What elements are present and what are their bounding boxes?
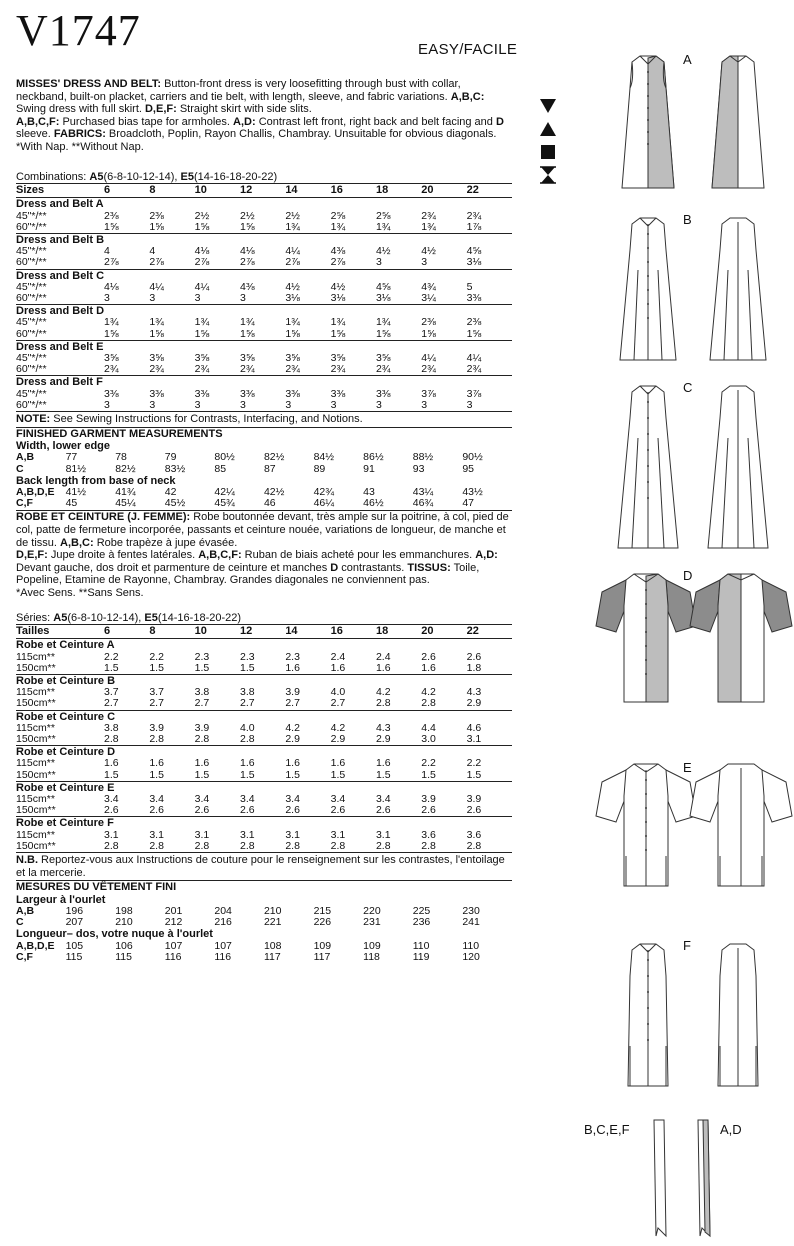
yardage-en-section-row: Dress and Belt E — [16, 340, 512, 353]
table-row: 115cm** 3.8 3.9 3.9 4.0 4.2 4.2 4.3 4.4 4.6 — [16, 721, 482, 734]
table-row: A,B 77 78 79 80½ 82½ 84½ 86½ 88½ 90½ — [16, 451, 483, 464]
square-icon — [538, 142, 558, 162]
yardage-table-french — [16, 624, 512, 852]
table-row: 45"*/** 4⅛ 4¼ 4¼ 4⅜ 4½ 4½ 4⅝ 4¾ 5 — [16, 280, 473, 293]
table-row: 150cm** 1.5 1.5 1.5 1.5 1.5 1.5 1.5 1.5 1.5 — [16, 768, 482, 781]
view-label-a: A — [683, 52, 692, 67]
table-row: 115cm** 1.6 1.6 1.6 1.6 1.6 1.6 1.6 2.2 2.2 — [16, 757, 482, 770]
table-row: 150cm** 2.6 2.6 2.6 2.6 2.6 2.6 2.6 2.6 2.6 — [16, 804, 482, 817]
finished-measurements-heading: FINISHED GARMENT MEASUREMENTS — [16, 427, 512, 441]
table-row: 60"*/** 1⅝ 1⅝ 1⅝ 1⅝ 1¾ 1¾ 1¾ 1¾ 1⅞ — [16, 220, 482, 233]
table-row: 150cm** 1.5 1.5 1.5 1.5 1.6 1.6 1.6 1.6 1.8 — [16, 661, 482, 674]
table-row: 115cm** 2.2 2.2 2.3 2.3 2.3 2.4 2.4 2.6 2.6 — [16, 650, 482, 663]
note-french: N.B. Reportez-vous aux Instructions de couture pour le renseignement sur les contrastes, l'entoilage et la mercerie. — [16, 852, 512, 880]
triangle-down-icon — [538, 96, 558, 116]
yardage-en-section-row: Dress and Belt A — [16, 198, 104, 211]
finished-en-subheading-row: Back length from base of neck — [16, 474, 176, 487]
description-french: ROBE ET CEINTURE (J. FEMME): Robe boutonnée devant, très ample sur la poitrine, à col, pied de col, patte de fermeture incorporée, passants et ceinture nouée, variations de longueur, de manche et de tissu. A,B,C: Robe trapèze à jupe évasée. D,E,F: Jupe droite à fentes latérales. A,B,C,F: Ruban de biais acheté pour les emmanchures. A,D: Devant gauche, dos droit et parmenture de ceinture et manches D contrastants. TISSUS: Toile, Popeline, Etamine de Rayonne, Chambray. Grandes diagonales ne conviennent pas. *Avec Sens. **Sans Sens. — [16, 510, 512, 599]
table-row: 60"*/** 2¾ 2¾ 2¾ 2¾ 2¾ 2¾ 2¾ 2¾ 2¾ — [16, 363, 482, 376]
table-row: C,F 45 45¼ 45½ 45¾ 46 46¼ 46½ 46¾ 47 — [16, 497, 475, 510]
instruction-panel — [16, 6, 518, 963]
table-row: 115cm** 3.1 3.1 3.1 3.1 3.1 3.1 3.1 3.6 3.6 — [16, 828, 482, 841]
table-row: C 207 210 212 216 221 226 231 236 241 — [16, 916, 480, 929]
yardage-fr-section-row: Robe et Ceinture A — [16, 639, 115, 652]
view-label-belt-ad: A,D — [720, 1122, 742, 1137]
pattern-code: V1747 — [16, 6, 141, 55]
note-english: NOTE: See Sewing Instructions for Contrasts, Interfacing, and Notions. — [16, 411, 512, 427]
table-row: 115cm** 3.4 3.4 3.4 3.4 3.4 3.4 3.4 3.9 3.9 — [16, 793, 482, 806]
yardage-fr-section-row: Robe et Ceinture C — [16, 710, 512, 723]
view-label-c: C — [683, 380, 693, 395]
finished-measurements-table-english — [16, 440, 512, 509]
table-row: A,B,D,E 41½ 41¾ 42 42¼ 42½ 42¾ 43 43¼ 43½ — [16, 486, 483, 499]
view-label-d: D — [683, 568, 693, 583]
view-label-f: F — [683, 938, 691, 953]
table-row: 45"*/** 2⅜ 2⅜ 2½ 2½ 2½ 2⅝ 2⅝ 2¾ 2¾ — [16, 209, 482, 222]
difficulty-label: EASY/FACILE — [418, 41, 518, 58]
table-row: C,F 115 115 116 116 117 117 118 119 120 — [16, 950, 480, 963]
yardage-fr-section-row: Robe et Ceinture F — [16, 817, 512, 830]
view-b-illustration — [612, 210, 782, 370]
yardage-en-section-row: Dress and Belt C — [16, 269, 512, 282]
table-row: 60"*/** 1⅝ 1⅝ 1⅝ 1⅝ 1⅝ 1⅝ 1⅝ 1⅝ 1⅝ — [16, 327, 482, 340]
yardage-fr-section-row: Robe et Ceinture D — [16, 746, 512, 759]
table-row: 60"*/** 3 3 3 3 3⅛ 3⅛ 3⅛ 3¼ 3⅜ — [16, 291, 482, 304]
view-label-b: B — [683, 212, 692, 227]
combinations-english: Combinations: A5(6-8-10-12-14), E5(14-16-18-20-22) — [16, 170, 278, 183]
yardage-fr-section-row: Robe et Ceinture B — [16, 674, 512, 687]
view-c-illustration — [612, 378, 782, 558]
table-row: 45"*/** 3⅜ 3⅜ 3⅜ 3⅜ 3⅜ 3⅜ 3⅜ 3⅞ 3⅞ — [16, 387, 482, 400]
hourglass-icon — [538, 165, 558, 185]
table-row: 45"*/** 1¾ 1¾ 1¾ 1¾ 1¾ 1¾ 1¾ 2⅜ 2⅜ — [16, 316, 482, 329]
finished-fr-subheading-row: Longueur– dos, votre nuque à l'ourlet — [16, 928, 213, 941]
view-d-illustration — [594, 566, 794, 716]
finished-measurements-table-french — [16, 894, 512, 963]
table-row: 150cm** 2.8 2.8 2.8 2.8 2.8 2.8 2.8 2.8 2.8 — [16, 839, 482, 852]
belt-illustrations — [640, 1118, 730, 1243]
view-label-e: E — [683, 760, 692, 775]
yardage-fr-section-row: Robe et Ceinture E — [16, 781, 512, 794]
yardage-table-english — [16, 183, 512, 411]
yardage-en-section-row: Dress and Belt D — [16, 305, 512, 318]
legend-icons — [538, 96, 560, 188]
table-row: 115cm** 3.7 3.7 3.8 3.8 3.9 4.0 4.2 4.2 4.3 — [16, 686, 482, 699]
triangle-up-icon — [538, 119, 558, 139]
yardage-en-section-row: Dress and Belt B — [16, 233, 512, 246]
table-row: A,B 196 198 201 204 210 215 220 225 230 — [16, 905, 480, 918]
view-a-illustration — [612, 48, 782, 198]
table-row: 60"*/** 3 3 3 3 3 3 3 3 3 — [16, 398, 473, 411]
finished-en-subheading-row: Width, lower edge — [16, 440, 111, 453]
combinations-french: Séries: A5(6-8-10-12-14), E5(14-16-18-20-22) — [16, 611, 242, 624]
view-f-illustration — [612, 936, 782, 1096]
table-row: 150cm** 2.7 2.7 2.7 2.7 2.7 2.7 2.8 2.8 2.9 — [16, 697, 482, 710]
yardage-en-header-row: Sizes 6 8 10 12 14 16 18 20 22 — [16, 184, 512, 198]
table-row: A,B,D,E 105 106 107 107 108 109 109 110 110 — [16, 939, 480, 952]
finished-fr-subheading-row: Largeur à l'ourlet — [16, 893, 106, 906]
table-row: 45"*/** 3⅝ 3⅝ 3⅝ 3⅝ 3⅝ 3⅝ 3⅝ 4¼ 4¼ — [16, 352, 482, 364]
table-row: 150cm** 2.8 2.8 2.8 2.8 2.9 2.9 2.9 3.0 3.1 — [16, 733, 482, 745]
description-english: MISSES' DRESS AND BELT: Button-front dress is very loosefitting through bust with collar, neckband, built-on placket, carriers and tie belt, with length, sleeve, and fabric variations. A,B,C: Swing dress with full skirt. D,E,F: Straight skirt with side slits. A,B,C,F: Purchased bias tape for armholes. A,D: Contrast left front, right back and belt facing and D sleeve. FABRICS: Broadcloth, Poplin, Rayon Challis, Chambray. Unsuitable for obvious diagonals. *With Nap. **Without Nap. — [16, 78, 504, 153]
table-row: C 81½ 82½ 83½ 85 87 89 91 93 95 — [16, 462, 475, 475]
view-label-belt-bcef: B,C,E,F — [584, 1122, 630, 1137]
table-row: 60"*/** 2⅞ 2⅞ 2⅞ 2⅞ 2⅞ 2⅞ 3 3 3⅛ — [16, 256, 482, 269]
finished-measurements-heading-french: MESURES DU VÊTEMENT FINI — [16, 880, 512, 894]
table-row: 45"*/** 4 4 4⅛ 4⅛ 4¼ 4⅜ 4½ 4½ 4⅝ — [16, 245, 482, 258]
yardage-fr-header-row: Tailles 6 8 10 12 14 16 18 20 22 — [16, 625, 512, 639]
yardage-en-section-row: Dress and Belt F — [16, 376, 512, 389]
view-e-illustration — [594, 756, 794, 896]
